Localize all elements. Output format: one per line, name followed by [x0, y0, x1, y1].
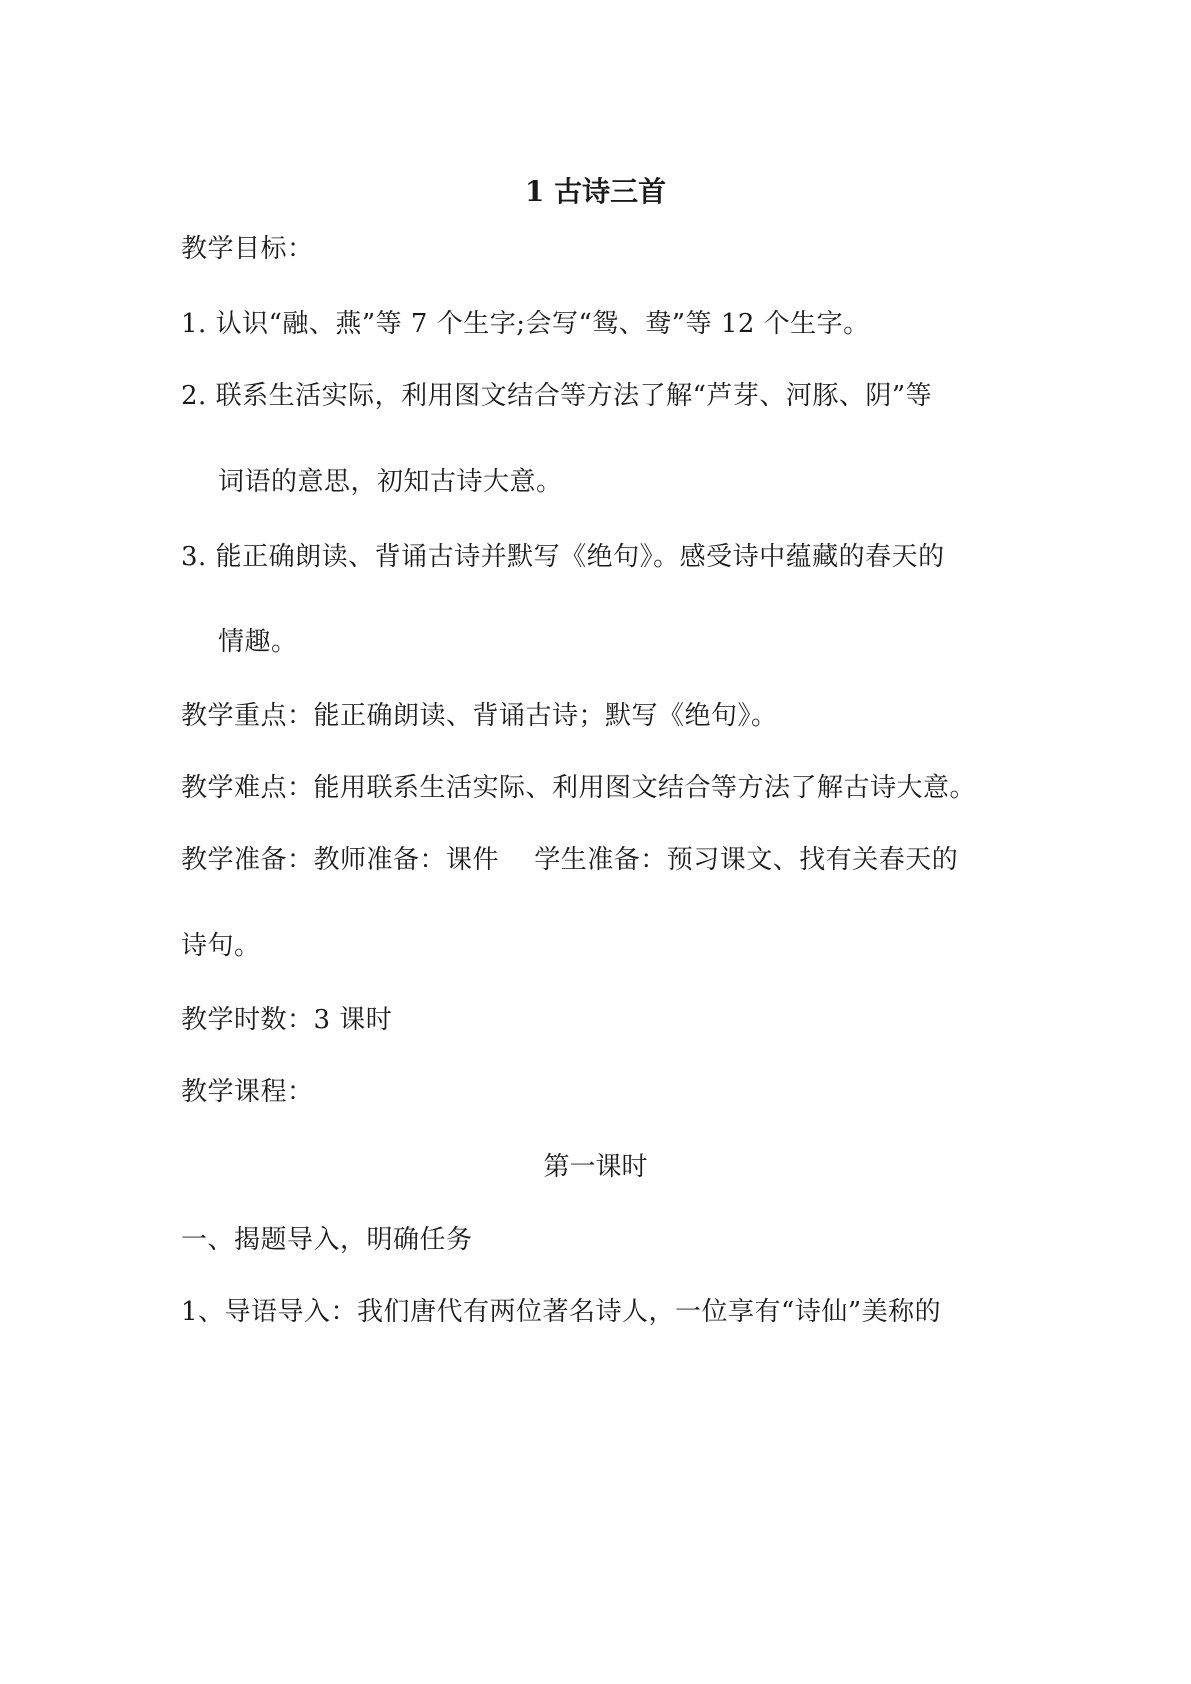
objective-3-line-2: 情趣。: [218, 627, 298, 657]
preparation-line-2: 诗句。: [181, 931, 261, 961]
teaching-hours: 教学时数：3 课时: [181, 1005, 393, 1035]
preparation-line-1: 教学准备：教师准备：课件 学生准备：预习课文、找有关春天的: [181, 845, 959, 875]
objective-2-line-1: 2. 联系生活实际，利用图文结合等方法了解“芦芽、河豚、阴”等: [181, 381, 933, 411]
objective-3-line-1: 3. 能正确朗读、背诵古诗并默写《绝句》。感受诗中蕴藏的春天的: [181, 542, 945, 572]
objectives-heading: 教学目标：: [181, 234, 314, 264]
step-1: 1、导语导入：我们唐代有两位著名诗人，一位享有“诗仙”美称的: [181, 1297, 942, 1327]
section-1-heading: 一、揭题导入，明确任务: [181, 1225, 473, 1255]
objective-2-line-2: 词语的意思，初知古诗大意。: [218, 467, 563, 497]
key-points: 教学重点：能正确朗读、背诵古诗；默写《绝句》。: [181, 701, 778, 731]
objective-1: 1. 认识“融、燕”等 7 个生字;会写“鸳、鸯”等 12 个生字。: [181, 309, 870, 339]
process-heading: 教学课程：: [181, 1077, 314, 1107]
lesson-heading: 第一课时: [543, 1152, 648, 1182]
document-title: 1 古诗三首: [524, 175, 667, 208]
difficulties: 教学难点：能用联系生活实际、利用图文结合等方法了解古诗大意。: [181, 773, 977, 803]
